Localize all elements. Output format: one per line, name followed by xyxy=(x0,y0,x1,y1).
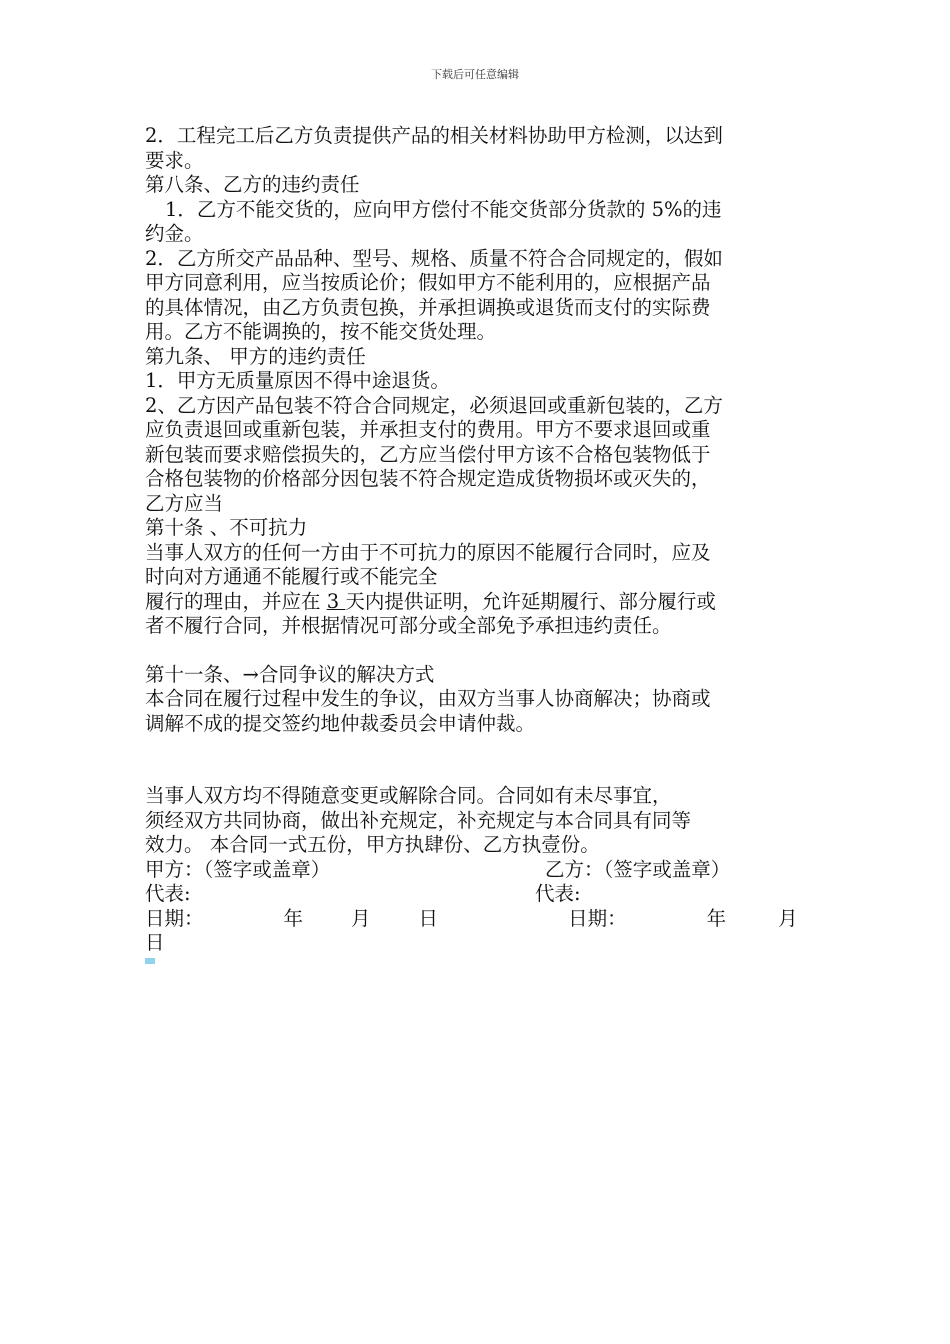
text-line: 乙方应当 xyxy=(145,491,224,515)
signature-row xyxy=(145,858,810,883)
text-line: 1．乙方不能交货的，应向甲方偿付不能交货部分货款的 5%的违 xyxy=(165,197,722,221)
section-heading: 第九条、 甲方的违约责任 xyxy=(145,344,366,368)
party-b-date-label: 日期： xyxy=(568,906,627,930)
text-segment: 天内提供证明，允许延期履行、部分履行或 xyxy=(345,589,716,613)
section-heading: 第八条、乙方的违约责任 xyxy=(145,173,360,196)
text-line: 2．乙方所交产品品种、型号、规格、质量不符合合同规定的，假如 xyxy=(145,246,723,270)
day-label: 日 xyxy=(418,906,439,930)
days-count: 3 xyxy=(326,589,346,613)
text-line: 约金。 xyxy=(145,222,204,245)
section-heading: 第十一条、→合同争议的解决方式 xyxy=(145,662,435,686)
text-line: 的具体情况，由乙方负责包换，并承担调换或退货而支付的实际费 xyxy=(145,295,711,319)
text-line: 效力。 本合同一式五份，甲方执肆份、乙方执壹份。 xyxy=(145,833,600,856)
day-label: 日 xyxy=(145,931,165,954)
text-line: 合格包装物的价格部分因包装不符合规定造成货物损坏或灭失的， xyxy=(145,467,711,490)
text-line: 1．甲方无质量原因不得中途退货。 xyxy=(145,369,450,392)
contract-body xyxy=(145,124,810,964)
date-row xyxy=(145,907,810,932)
text-line: 2．工程完工后乙方负责提供产品的相关材料协助甲方检测，以达到 xyxy=(145,124,723,147)
text-line: 甲方同意利用，应当按质论价；假如甲方不能利用的，应根据产品 xyxy=(145,271,711,294)
text-line: 要求。 xyxy=(145,148,204,172)
year-label: 年 xyxy=(283,906,304,930)
text-line: 当事人双方的任何一方由于不可抗力的原因不能履行合同时，应及 xyxy=(145,540,711,564)
party-a-signature: 甲方：（签字或盖章） xyxy=(145,857,331,881)
text-line: 本合同在履行过程中发生的争议，由双方当事人协商解决；协商或 xyxy=(145,687,711,710)
text-segment: 履行的理由，并应在 xyxy=(145,589,327,613)
text-line: 时向对方通通不能履行或不能完全 xyxy=(145,565,438,588)
month-label: 月 xyxy=(351,906,371,930)
text-line: 须经双方共同协商，做出补充规定，补充规定与本合同具有同等 xyxy=(145,808,692,832)
party-b-representative: 代表: xyxy=(535,882,581,905)
text-line: 调解不成的提交签约地仲裁委员会申请仲裁。 xyxy=(145,711,536,735)
text-line xyxy=(145,590,810,615)
representative-row xyxy=(145,882,810,907)
text-line: 新包装而要求赔偿损失的，乙方应当偿付甲方该不合格包装物低于 xyxy=(145,442,711,466)
party-a-date-label: 日期： xyxy=(145,906,204,930)
text-line: 应负责退回或重新包装，并承担支付的费用。甲方不要求退回或重 xyxy=(145,418,711,441)
month-label: 月 xyxy=(778,906,798,930)
party-b-signature: 乙方：（签字或盖章） xyxy=(545,857,731,881)
text-line: 用。乙方不能调换的，按不能交货处理。 xyxy=(145,320,497,343)
text-line: 者不履行合同，并根据情况可部分或全部免予承担违约责任。 xyxy=(145,614,672,637)
text-line: 当事人双方均不得随意变更或解除合同。合同如有未尽事宜， xyxy=(145,784,672,807)
party-a-representative: 代表: xyxy=(145,882,191,905)
text-cursor-marker xyxy=(145,958,155,964)
year-label: 年 xyxy=(706,906,727,930)
section-heading: 第十条 、不可抗力 xyxy=(145,516,308,539)
text-line: 2、乙方因产品包装不符合合同规定，必须退回或重新包装的，乙方 xyxy=(145,393,723,417)
page-header: 下载后可任意编辑 xyxy=(431,68,519,81)
